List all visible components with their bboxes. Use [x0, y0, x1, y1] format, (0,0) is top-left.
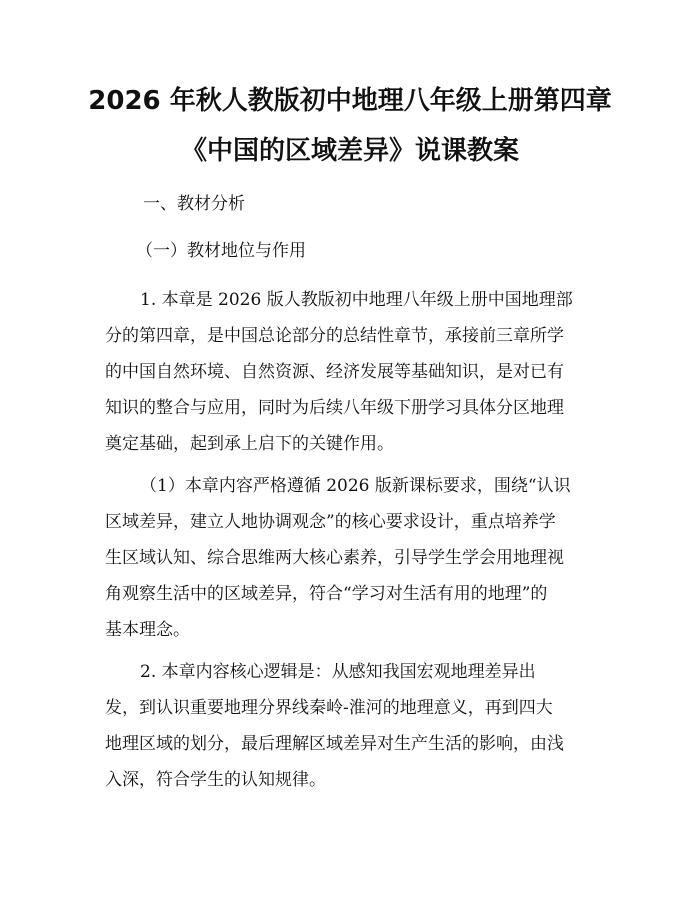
paragraph-3 [105, 654, 600, 798]
paragraph-line: 基本理念。 [105, 620, 190, 640]
paragraph-line: 入深，符合学生的认知规律。 [105, 770, 326, 790]
paragraph-line: 生区域认知、综合思维两大核心素养，引导学生学会用地理视 [105, 548, 564, 568]
paragraph-line: 1. 本章是 2026 版人教版初中地理八年级上册中国地理部 [140, 290, 573, 310]
document-title-line-2: 《中国的区域差异》说课教案 [180, 136, 519, 166]
paragraph-line: 发，到认识重要地理分界线秦岭-淮河的地理意义，再到四大 [105, 698, 553, 718]
paragraph-line: 角观察生活中的区域差异，符合“学习对生活有用的地理”的 [105, 584, 548, 604]
paragraph-line: 奠定基础，起到承上启下的关键作用。 [105, 434, 394, 454]
paragraph-line: 的中国自然环境、自然资源、经济发展等基础知识，是对已有 [105, 362, 564, 382]
paragraph-2 [105, 468, 600, 648]
section-heading: 一、教材分析 [143, 194, 245, 214]
paragraph-line: 区域差异，建立人地协调观念”的核心要求设计，重点培养学 [105, 512, 556, 532]
paragraph-line: （1）本章内容严格遵循 2026 版新课标要求，围绕“认识 [140, 476, 571, 496]
paragraph-1 [105, 282, 600, 462]
paragraph-line: 分的第四章，是中国总论部分的总结性章节，承接前三章所学 [105, 326, 564, 346]
paragraph-line: 地理区域的划分，最后理解区域差异对生产生活的影响，由浅 [105, 734, 564, 754]
paragraph-line: 知识的整合与应用，同时为后续八年级下册学习具体分区地理 [105, 398, 564, 418]
paragraph-line: 2. 本章内容核心逻辑是：从感知我国宏观地理差异出 [140, 662, 536, 682]
subsection-heading: （一）教材地位与作用 [136, 241, 306, 261]
document-title-line-1: 2026 年秋人教版初中地理八年级上册第四章 [88, 86, 612, 116]
